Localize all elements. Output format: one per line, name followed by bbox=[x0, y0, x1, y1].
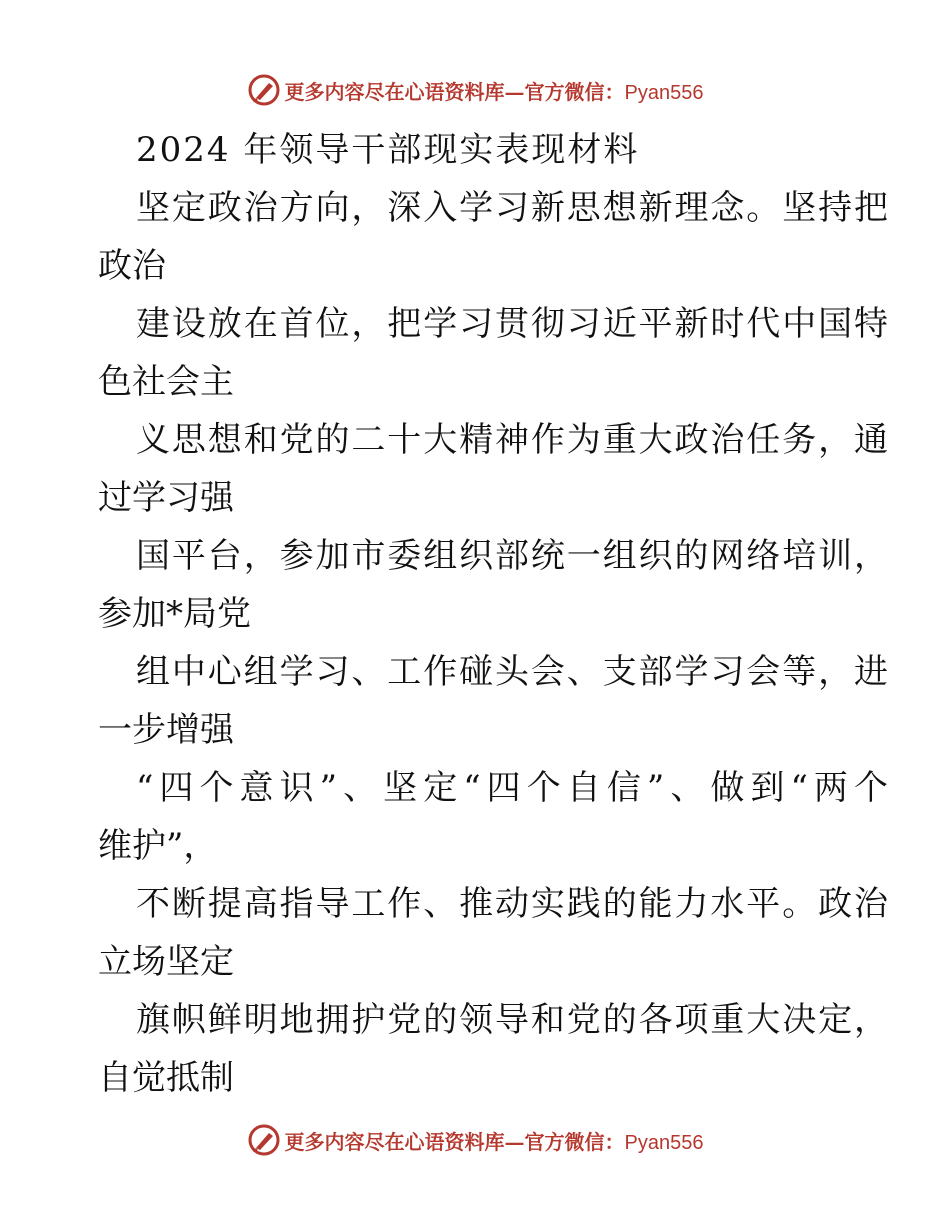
quill-pen-circle-icon bbox=[247, 73, 281, 107]
paragraph-line: 建设放在首位，把学习贯彻习近平新时代中国特 bbox=[136, 304, 888, 344]
watermark-text: 更多内容尽在心语资料库—官方微信：Pyan556 bbox=[284, 79, 704, 104]
watermark-banner-top bbox=[0, 70, 950, 110]
paragraph-line: 自觉抵制 bbox=[98, 1058, 234, 1098]
paragraph-line: 色社会主 bbox=[98, 362, 234, 402]
quill-pen-circle-icon bbox=[247, 1123, 281, 1157]
document-body bbox=[98, 121, 888, 1107]
paragraph-line: 政治 bbox=[98, 246, 166, 286]
paragraph-line: 义思想和党的二十大精神作为重大政治任务，通 bbox=[136, 420, 888, 460]
paragraph-line: 坚定政治方向，深入学习新思想新理念。坚持把 bbox=[136, 188, 888, 228]
paragraph-line: 立场坚定 bbox=[98, 942, 234, 982]
paragraph-line: 维护”， bbox=[98, 826, 218, 866]
paragraph-line: 旗帜鲜明地拥护党的领导和党的各项重大决定， bbox=[136, 1000, 888, 1040]
document-title: 2024 年领导干部现实表现材料 bbox=[136, 130, 640, 170]
paragraph-line: “四个意识”、坚定“四个自信”、做到“两个 bbox=[136, 768, 888, 808]
paragraph-line: 国平台，参加市委组织部统一组织的网络培训， bbox=[136, 536, 888, 576]
paragraph-line: 参加*局党 bbox=[98, 594, 251, 634]
watermark-text: 更多内容尽在心语资料库—官方微信：Pyan556 bbox=[284, 1129, 704, 1154]
paragraph-line: 一步增强 bbox=[98, 710, 234, 750]
watermark-banner-bottom bbox=[0, 1120, 950, 1160]
paragraph-line: 组中心组学习、工作碰头会、支部学习会等，进 bbox=[136, 652, 888, 692]
paragraph-line: 不断提高指导工作、推动实践的能力水平。政治 bbox=[136, 884, 888, 924]
paragraph-line: 过学习强 bbox=[98, 478, 234, 518]
